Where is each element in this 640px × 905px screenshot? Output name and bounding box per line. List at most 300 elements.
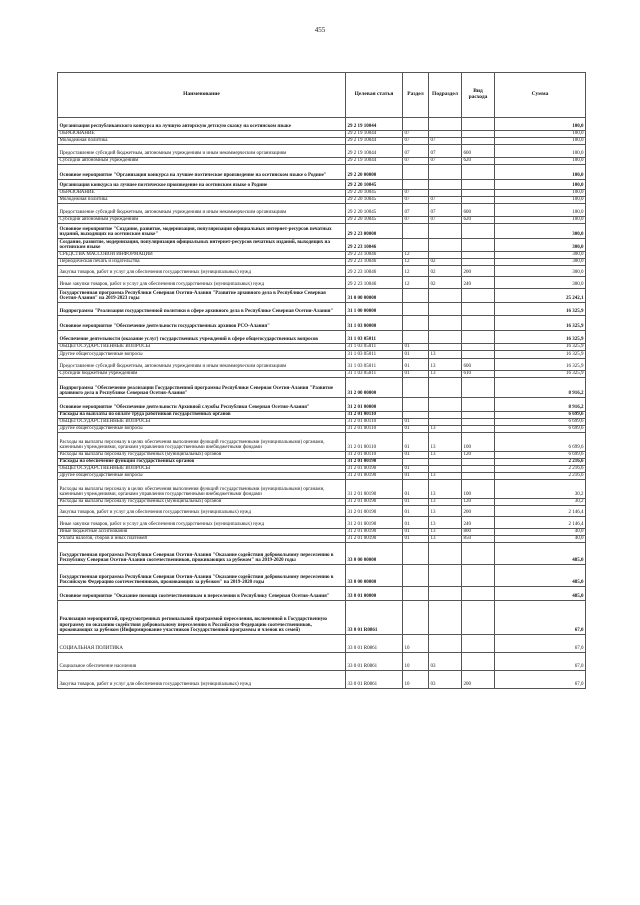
table-row xyxy=(58,412,586,419)
row-sum: 300,0 xyxy=(495,239,586,252)
row-section: 12 xyxy=(403,252,429,259)
row-sum: 16 325,9 xyxy=(495,303,586,316)
row-subsection xyxy=(429,239,462,252)
row-name: Организация республиканского конкурса на лучшую авторскую детскую сказку на осетинском языке xyxy=(58,118,346,131)
row-expense-type: 800 xyxy=(462,529,495,536)
row-subsection xyxy=(429,419,462,426)
row-expense-type xyxy=(462,378,495,398)
row-section: 12 xyxy=(403,259,429,266)
table-row xyxy=(58,601,586,635)
row-name: Закупка товаров, работ и услуг для обеспечения государственных (муниципальных) нужд xyxy=(58,506,346,517)
row-expense-type: 100 xyxy=(462,433,495,452)
row-target-code: 31 2 01 00190 xyxy=(346,459,403,466)
row-subsection: 07 xyxy=(429,204,462,217)
row-subsection xyxy=(429,412,462,419)
row-subsection xyxy=(429,543,462,565)
row-subsection: 07 xyxy=(429,138,462,145)
row-expense-type xyxy=(462,190,495,197)
row-subsection: 13 xyxy=(429,371,462,378)
table-row xyxy=(58,398,586,412)
row-subsection: 03 xyxy=(429,653,462,671)
row-section: 07 xyxy=(403,204,429,217)
row-target-code: 31 1 03 05011 xyxy=(346,331,403,344)
row-name: Другие общегосударственные вопросы xyxy=(58,351,346,359)
row-subsection xyxy=(429,398,462,412)
row-target-code: 33 0 01 R0861 xyxy=(346,601,403,635)
table-row xyxy=(58,419,586,426)
row-sum: 300,0 xyxy=(495,277,586,289)
row-section: 10 xyxy=(403,635,429,653)
table-row xyxy=(58,303,586,316)
row-subsection xyxy=(429,601,462,635)
row-section: 01 xyxy=(403,426,429,433)
row-expense-type xyxy=(462,543,495,565)
table-row xyxy=(58,459,586,466)
table-row xyxy=(58,466,586,473)
row-sum: 8 916,2 xyxy=(495,378,586,398)
row-subsection: 13 xyxy=(429,529,462,536)
row-section xyxy=(403,398,429,412)
row-section: 07 xyxy=(403,131,429,138)
row-section: 01 xyxy=(403,344,429,351)
row-name: Молодежная политика xyxy=(58,138,346,145)
row-section: 01 xyxy=(403,473,429,480)
row-expense-type xyxy=(462,587,495,601)
row-name: Основное мероприятие "Обеспечение деятельности Архивной службы Республики Северная Осетия-Алания" xyxy=(58,398,346,412)
table-row xyxy=(58,259,586,266)
row-name: Основное мероприятие "Организация конкурса на лучшее поэтическое произведение на осетинском языке о Родине" xyxy=(58,165,346,180)
table-row xyxy=(58,239,586,252)
row-target-code: 31 1 03 05011 xyxy=(346,344,403,351)
row-expense-type xyxy=(462,239,495,252)
row-sum: 16 325,9 xyxy=(495,371,586,378)
row-target-code: 29 2 20 10045 xyxy=(346,197,403,204)
table-row xyxy=(58,180,586,190)
row-expense-type: 120 xyxy=(462,499,495,506)
row-subsection: 13 xyxy=(429,536,462,543)
row-expense-type xyxy=(462,635,495,653)
row-target-code: 29 2 23 00000 xyxy=(346,224,403,239)
table-row xyxy=(58,118,586,131)
table-row xyxy=(58,138,586,145)
row-target-code: 31 2 01 00110 xyxy=(346,412,403,419)
row-target-code: 31 2 01 00190 xyxy=(346,529,403,536)
table-row xyxy=(58,190,586,197)
row-target-code: 29 2 23 10046 xyxy=(346,266,403,277)
table-row xyxy=(58,145,586,158)
row-sum: 25 242,1 xyxy=(495,289,586,303)
header-code: Целевая статья xyxy=(346,73,403,118)
row-section xyxy=(403,412,429,419)
row-target-code: 29 2 23 10046 xyxy=(346,239,403,252)
row-expense-type xyxy=(462,398,495,412)
row-subsection xyxy=(429,165,462,180)
row-expense-type xyxy=(462,344,495,351)
row-name: Основное мероприятие "Создание, развитие, модернизация, популяризация официальных интернет-ресурсов печатных изданий, выходящих на осетинском языке" xyxy=(58,224,346,239)
row-sum: 100,0 xyxy=(495,118,586,131)
row-expense-type xyxy=(462,118,495,131)
row-sum: 6 699,6 xyxy=(495,452,586,459)
row-expense-type: 240 xyxy=(462,517,495,529)
row-expense-type xyxy=(462,466,495,473)
row-name: Предоставление субсидий бюджетным, автономным учреждениям и иным некоммерческим организациям xyxy=(58,145,346,158)
row-sum: 2 146,4 xyxy=(495,517,586,529)
row-target-code: 31 2 00 00000 xyxy=(346,378,403,398)
row-subsection: 13 xyxy=(429,359,462,371)
row-section xyxy=(403,543,429,565)
row-section: 01 xyxy=(403,419,429,426)
row-section: 01 xyxy=(403,529,429,536)
row-name: Расходы на выплаты по оплате труда работников государственных органов xyxy=(58,412,346,419)
row-expense-type xyxy=(462,459,495,466)
row-section: 07 xyxy=(403,190,429,197)
row-expense-type: 600 xyxy=(462,359,495,371)
row-name: Государственная программа Республики Северная Осетия-Алания "Оказание содействия добровольному переселению в Республику Северная Осетия-Алания соотечественников, проживающих за рубежом" на 2019-2020 годы xyxy=(58,543,346,565)
row-name: ОБЩЕГОСУДАРСТВЕННЫЕ ВОПРОСЫ xyxy=(58,419,346,426)
row-subsection: 13 xyxy=(429,473,462,480)
row-section xyxy=(403,118,429,131)
row-name: Обеспечение деятельности (оказание услуг) государственных учреждений в сфере общегосударственных вопросов xyxy=(58,331,346,344)
row-target-code: 29 2 20 10045 xyxy=(346,180,403,190)
row-section xyxy=(403,224,429,239)
row-expense-type: 120 xyxy=(462,452,495,459)
row-name: Подпрограмма "Реализация государственной политики в сфере архивного дела в Республике Северная Осетия-Алания" xyxy=(58,303,346,316)
row-name: ОБРАЗОВАНИЕ xyxy=(58,131,346,138)
row-section xyxy=(403,459,429,466)
row-name: Государственная программа Республики Северная Осетия-Алания "Развитие архивного дела в Республике Северная Осетия-Алания" на 2019-2023 годы xyxy=(58,289,346,303)
row-section xyxy=(403,165,429,180)
row-sum: 300,0 xyxy=(495,259,586,266)
row-section: 07 xyxy=(403,145,429,158)
row-expense-type xyxy=(462,426,495,433)
table-row xyxy=(58,565,586,587)
row-name: Предоставление субсидий бюджетным, автономным учреждениям и иным некоммерческим организациям xyxy=(58,359,346,371)
row-section xyxy=(403,601,429,635)
row-target-code: 29 2 19 10044 xyxy=(346,158,403,165)
row-section: 01 xyxy=(403,506,429,517)
header-subsection: Подраздел xyxy=(429,73,462,118)
row-name: Расходы на обеспечение функций государственных органов xyxy=(58,459,346,466)
row-subsection: 13 xyxy=(429,480,462,499)
row-name: Социальное обеспечение населения xyxy=(58,653,346,671)
table-row xyxy=(58,536,586,543)
row-sum: 300,0 xyxy=(495,252,586,259)
row-name: Иные закупки товаров, работ и услуг для обеспечения государственных (муниципальных) нужд xyxy=(58,517,346,529)
table-row xyxy=(58,351,586,359)
row-expense-type xyxy=(462,351,495,359)
table-row xyxy=(58,653,586,671)
row-expense-type: 620 xyxy=(462,158,495,165)
row-sum: 485,0 xyxy=(495,587,586,601)
page-number: 455 xyxy=(314,26,326,34)
row-sum: 100,0 xyxy=(495,180,586,190)
row-name: СРЕДСТВА МАССОВОЙ ИНФОРМАЦИИ xyxy=(58,252,346,259)
row-target-code: 33 0 00 00000 xyxy=(346,565,403,587)
row-target-code: 31 2 01 00110 xyxy=(346,426,403,433)
row-sum: 30,2 xyxy=(495,499,586,506)
row-subsection xyxy=(429,459,462,466)
row-name: Реализация мероприятий, предусмотренных региональной программой переселения, включенной в Государственную программу по оказанию содействия добровольному переселению в Российскую Федерацию соотечественников, проживающих за рубежом (Информирование участников Государственной программы и членов их семей) xyxy=(58,601,346,635)
row-subsection: 07 xyxy=(429,158,462,165)
row-sum: 6 699,6 xyxy=(495,419,586,426)
row-name: Субсидии бюджетным учреждениям xyxy=(58,371,346,378)
row-sum: 485,0 xyxy=(495,565,586,587)
table-row xyxy=(58,433,586,452)
row-sum: 485,0 xyxy=(495,543,586,565)
row-section: 10 xyxy=(403,671,429,689)
row-sum: 16 325,9 xyxy=(495,351,586,359)
row-subsection: 13 xyxy=(429,517,462,529)
header-expense-type: Вид расхода xyxy=(462,73,495,118)
row-target-code: 29 2 23 10046 xyxy=(346,277,403,289)
row-sum: 2 216,6 xyxy=(495,473,586,480)
row-sum: 100,0 xyxy=(495,158,586,165)
row-section: 01 xyxy=(403,452,429,459)
row-section xyxy=(403,289,429,303)
table-row xyxy=(58,499,586,506)
row-sum: 67,0 xyxy=(495,635,586,653)
table-body xyxy=(58,118,586,689)
row-expense-type xyxy=(462,419,495,426)
row-target-code: 29 2 20 10045 xyxy=(346,204,403,217)
row-section: 01 xyxy=(403,499,429,506)
row-expense-type xyxy=(462,131,495,138)
row-subsection xyxy=(429,331,462,344)
row-name: Основное мероприятие "Оказание помощи соотечественникам в переселении в Республику Северная Осетия-Алания" xyxy=(58,587,346,601)
row-target-code: 33 0 01 R0861 xyxy=(346,635,403,653)
row-name: Предоставление субсидий бюджетным, автономным учреждениям и иным некоммерческим организациям xyxy=(58,204,346,217)
row-target-code: 29 2 19 10044 xyxy=(346,138,403,145)
table-row xyxy=(58,635,586,653)
row-expense-type xyxy=(462,331,495,344)
row-target-code: 31 2 01 00190 xyxy=(346,506,403,517)
row-section: 01 xyxy=(403,433,429,452)
row-section xyxy=(403,180,429,190)
row-name: Другие общегосударственные вопросы xyxy=(58,426,346,433)
row-name: Подпрограмма "Обеспечение реализации Государственной программы Республики Северная Осетия-Алания "Развитие архивного дела в Республике Северная Осетия-Алания" xyxy=(58,378,346,398)
row-target-code: 33 0 01 00000 xyxy=(346,587,403,601)
row-subsection: 07 xyxy=(429,145,462,158)
row-name: ОБЩЕГОСУДАРСТВЕННЫЕ ВОПРОСЫ xyxy=(58,466,346,473)
row-subsection xyxy=(429,180,462,190)
row-subsection xyxy=(429,378,462,398)
table-row xyxy=(58,344,586,351)
row-subsection: 13 xyxy=(429,499,462,506)
table-row xyxy=(58,378,586,398)
row-sum: 8 916,2 xyxy=(495,398,586,412)
row-expense-type: 620 xyxy=(462,217,495,224)
row-sum: 100,0 xyxy=(495,145,586,158)
row-sum: 300,0 xyxy=(495,266,586,277)
row-expense-type: 600 xyxy=(462,204,495,217)
row-name: Закупка товаров, работ и услуг для обеспечения государственных (муниципальных) нужд xyxy=(58,266,346,277)
row-target-code: 29 2 19 10044 xyxy=(346,145,403,158)
row-target-code: 29 2 23 10046 xyxy=(346,259,403,266)
table-row xyxy=(58,158,586,165)
table-row xyxy=(58,480,586,499)
row-section: 12 xyxy=(403,277,429,289)
table-row xyxy=(58,266,586,277)
table-row xyxy=(58,277,586,289)
row-sum: 67,0 xyxy=(495,671,586,689)
row-target-code: 31 2 01 00110 xyxy=(346,419,403,426)
table-row xyxy=(58,506,586,517)
row-target-code: 31 1 03 05011 xyxy=(346,351,403,359)
row-section: 01 xyxy=(403,517,429,529)
row-target-code: 29 2 20 10045 xyxy=(346,217,403,224)
table-row xyxy=(58,197,586,204)
row-sum: 100,0 xyxy=(495,217,586,224)
row-target-code: 29 2 19 10044 xyxy=(346,118,403,131)
row-expense-type xyxy=(462,316,495,331)
row-subsection xyxy=(429,303,462,316)
row-target-code: 33 0 00 00000 xyxy=(346,543,403,565)
header-sum: Сумма xyxy=(495,73,586,118)
table-row xyxy=(58,289,586,303)
row-subsection: 13 xyxy=(429,433,462,452)
row-subsection: 02 xyxy=(429,266,462,277)
row-expense-type xyxy=(462,565,495,587)
row-name: Уплата налогов, сборов и иных платежей xyxy=(58,536,346,543)
row-expense-type xyxy=(462,473,495,480)
row-target-code: 31 1 00 00000 xyxy=(346,303,403,316)
row-subsection xyxy=(429,224,462,239)
row-expense-type: 240 xyxy=(462,277,495,289)
row-section xyxy=(403,587,429,601)
table-row xyxy=(58,529,586,536)
row-section: 01 xyxy=(403,466,429,473)
row-section: 01 xyxy=(403,351,429,359)
row-target-code: 31 2 01 00190 xyxy=(346,480,403,499)
row-subsection: 13 xyxy=(429,351,462,359)
row-section: 01 xyxy=(403,359,429,371)
row-subsection xyxy=(429,587,462,601)
row-target-code: 31 1 03 00000 xyxy=(346,316,403,331)
table-row xyxy=(58,252,586,259)
row-name: СОЦИАЛЬНАЯ ПОЛИТИКА xyxy=(58,635,346,653)
row-expense-type xyxy=(462,224,495,239)
row-expense-type: 200 xyxy=(462,506,495,517)
table-row xyxy=(58,671,586,689)
row-expense-type xyxy=(462,653,495,671)
row-target-code: 31 2 01 00190 xyxy=(346,473,403,480)
row-expense-type: 200 xyxy=(462,671,495,689)
table-row xyxy=(58,426,586,433)
row-sum: 100,0 xyxy=(495,197,586,204)
row-target-code: 31 2 01 00110 xyxy=(346,452,403,459)
table-row xyxy=(58,359,586,371)
table-row xyxy=(58,224,586,239)
row-sum: 300,0 xyxy=(495,224,586,239)
row-subsection: 03 xyxy=(429,671,462,689)
row-section: 07 xyxy=(403,138,429,145)
header-name: Наименование xyxy=(58,73,346,118)
row-section xyxy=(403,239,429,252)
row-subsection xyxy=(429,252,462,259)
row-target-code: 31 2 01 00190 xyxy=(346,517,403,529)
row-name: Организация конкурса на лучшее поэтическое произведение на осетинском языке о Родине xyxy=(58,180,346,190)
row-subsection xyxy=(429,190,462,197)
table-row xyxy=(58,371,586,378)
table-row xyxy=(58,452,586,459)
row-sum: 16 325,9 xyxy=(495,316,586,331)
row-section: 01 xyxy=(403,480,429,499)
row-name: Расходы на выплаты персоналу государственных (муниципальных) органов xyxy=(58,452,346,459)
row-sum: 16 325,9 xyxy=(495,331,586,344)
budget-table xyxy=(57,72,586,689)
row-expense-type: 850 xyxy=(462,536,495,543)
row-expense-type xyxy=(462,180,495,190)
row-name: Создание, развитие, модернизация, популяризация официальных интернет-ресурсов печатных изданий, выходящих на осетинском языке xyxy=(58,239,346,252)
table-row xyxy=(58,217,586,224)
table-header-row xyxy=(58,73,586,118)
row-name: Иные закупки товаров, работ и услуг для обеспечения государственных (муниципальных) нужд xyxy=(58,277,346,289)
row-name: Периодическая печать и издательства xyxy=(58,259,346,266)
row-sum: 100,0 xyxy=(495,204,586,217)
row-sum: 67,0 xyxy=(495,653,586,671)
row-section: 01 xyxy=(403,536,429,543)
row-subsection: 13 xyxy=(429,452,462,459)
row-sum: 6 699,6 xyxy=(495,412,586,419)
row-target-code: 29 2 20 00000 xyxy=(346,165,403,180)
row-name: Другие общегосударственные вопросы xyxy=(58,473,346,480)
row-subsection xyxy=(429,344,462,351)
row-target-code: 31 2 01 00000 xyxy=(346,398,403,412)
row-sum: 100,0 xyxy=(495,131,586,138)
row-expense-type xyxy=(462,252,495,259)
row-subsection xyxy=(429,118,462,131)
row-name: Молодежная политика xyxy=(58,197,346,204)
row-sum: 100,0 xyxy=(495,138,586,145)
row-section: 07 xyxy=(403,217,429,224)
row-subsection xyxy=(429,466,462,473)
row-subsection: 07 xyxy=(429,217,462,224)
row-target-code: 29 2 19 10044 xyxy=(346,131,403,138)
row-sum: 2 216,6 xyxy=(495,466,586,473)
row-subsection: 07 xyxy=(429,197,462,204)
row-name: Субсидии автономным учреждениям xyxy=(58,158,346,165)
row-name: ОБЩЕГОСУДАРСТВЕННЫЕ ВОПРОСЫ xyxy=(58,344,346,351)
row-expense-type xyxy=(462,138,495,145)
row-subsection xyxy=(429,565,462,587)
row-name: ОБРАЗОВАНИЕ xyxy=(58,190,346,197)
row-target-code: 33 0 01 R0861 xyxy=(346,653,403,671)
row-sum: 6 699,6 xyxy=(495,426,586,433)
row-sum: 40,0 xyxy=(495,529,586,536)
row-target-code: 33 0 01 R0861 xyxy=(346,671,403,689)
row-name: Субсидии автономным учреждениям xyxy=(58,217,346,224)
row-target-code: 31 0 00 00000 xyxy=(346,289,403,303)
header-section: Раздел xyxy=(403,73,429,118)
table-row xyxy=(58,204,586,217)
row-subsection xyxy=(429,316,462,331)
row-section xyxy=(403,565,429,587)
row-target-code: 31 2 01 00110 xyxy=(346,433,403,452)
row-subsection xyxy=(429,131,462,138)
row-sum: 2 216,6 xyxy=(495,459,586,466)
row-sum: 2 146,4 xyxy=(495,506,586,517)
row-target-code: 31 1 03 05011 xyxy=(346,359,403,371)
row-name: Закупка товаров, работ и услуг для обеспечения государственных (муниципальных) нужд xyxy=(58,671,346,689)
row-expense-type: 610 xyxy=(462,371,495,378)
row-subsection: 02 xyxy=(429,277,462,289)
row-section xyxy=(403,378,429,398)
table-row xyxy=(58,331,586,344)
table-row xyxy=(58,587,586,601)
row-section: 07 xyxy=(403,197,429,204)
row-expense-type: 100 xyxy=(462,480,495,499)
row-subsection: 13 xyxy=(429,506,462,517)
